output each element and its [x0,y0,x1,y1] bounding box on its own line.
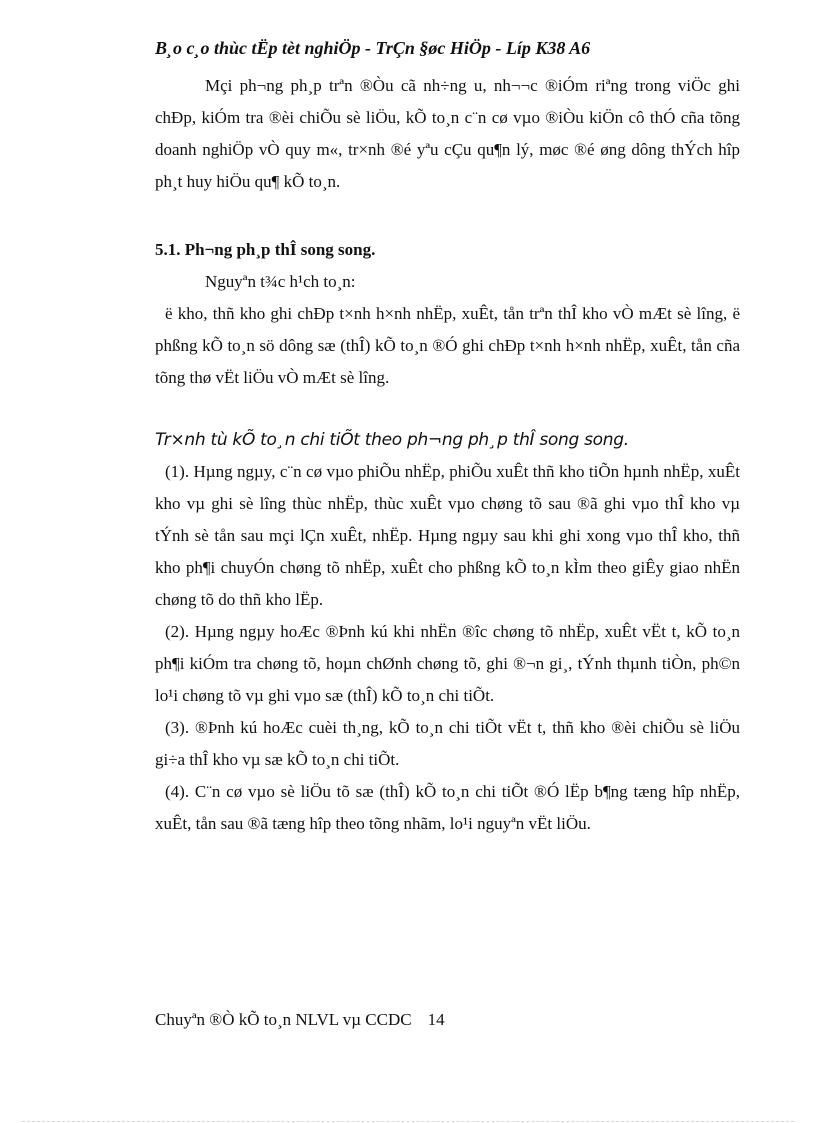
principle-label: Nguyªn t¾c h¹ch to¸n: [205,272,356,291]
procedure-title: Tr×nh tù kÕ to¸n chi tiÕt theo ph¬ng ph¸p thÎ song song. [155,430,629,450]
procedure-block [155,424,740,840]
page-footer [155,1010,445,1030]
section-block [155,234,740,394]
procedure-step-4: (4). C¨n cø vµo sè liÖu tõ sæ (thÎ) kÕ to¸n chi tiÕt ®Ó lËp b¶ng tæng hîp nhËp, xuÊt, tån sau ®ã tæng hîp theo tõng nhãm, lo¹i nguyªn vËt liÖu. [155,782,740,833]
section-heading: 5.1. Ph¬ng ph¸p thÎ song song. [155,240,376,259]
intro-paragraph: Mçi ph¬ng ph¸p trªn ®Òu cã nh÷ng u, nh¬¬c ®iÓm riªng trong viÖc ghi chÐp, kiÓm tra ®èi chiÕu sè liÖu, kÕ to¸n c¨n cø vµo ®iÒu kiÖn cô thÓ cña tõng doanh nghiÖp vÒ quy m«, tr×nh ®é yªu cÇu qu¶n lý, møc ®é øng dông thÝch hîp ph¸t huy hiÖu qu¶ kÕ to¸n. [155,76,740,191]
footer-title: Chuyªn ®Ò kÕ to¸n NLVL vµ CCDC [155,1010,412,1029]
principle-paragraph: ë kho, thñ kho ghi chÐp t×nh h×nh nhËp, xuÊt, tån trªn thÎ kho vÒ mÆt sè lîng, ë phßng kÕ to¸n sö dông sæ (thÎ) kÕ to¸n ®Ó ghi chÐp t×nh h×nh nhËp, xuÊt, tån cña tõng thø vËt liÖu vÒ mÆt sè lîng. [155,304,740,387]
page-header: B¸o c¸o thùc tËp tèt nghiÖp - TrÇn §øc HiÖp - Líp K38 A6 [155,38,591,58]
page-bottom-divider [22,1121,794,1122]
procedure-step-2: (2). Hµng ngµy hoÆc ®Þnh kú khi nhËn ®îc chøng tõ nhËp, xuÊt vËt t, kÕ to¸n ph¶i kiÓm tra chøng tõ, hoµn chØnh chøng tõ, ghi ®¬n gi¸, tÝnh thµnh tiÒn, ph©n lo¹i chøng tõ vµ ghi vµo sæ (thÎ) kÕ to¸n chi tiÕt. [155,622,740,705]
procedure-step-1: (1). Hµng ngµy, c¨n cø vµo phiÕu nhËp, phiÕu xuÊt thñ kho tiÕn hµnh nhËp, xuÊt kho vµ ghi sè lîng thùc nhËp, thùc xuÊt vµo chøng tõ sau ®ã ghi vµo thÎ kho vµ tÝnh sè tån sau mçi lÇn xuÊt, nhËp. Hµng ngµy sau khi ghi xong vµo thÎ kho, thñ kho ph¶i chuyÓn chøng tõ nhËp, xuÊt cho phßng kÕ to¸n kÌm theo giÊy giao nhËn chøng tõ do thñ kho lËp. [155,462,740,609]
page-number: 14 [427,1010,445,1029]
procedure-step-3: (3). ®Þnh kú hoÆc cuèi th¸ng, kÕ to¸n chi tiÕt vËt t, thñ kho ®èi chiÕu sè liÖu gi÷a thÎ kho vµ sæ kÕ to¸n chi tiÕt. [155,718,740,769]
intro-paragraph-block [155,70,740,198]
